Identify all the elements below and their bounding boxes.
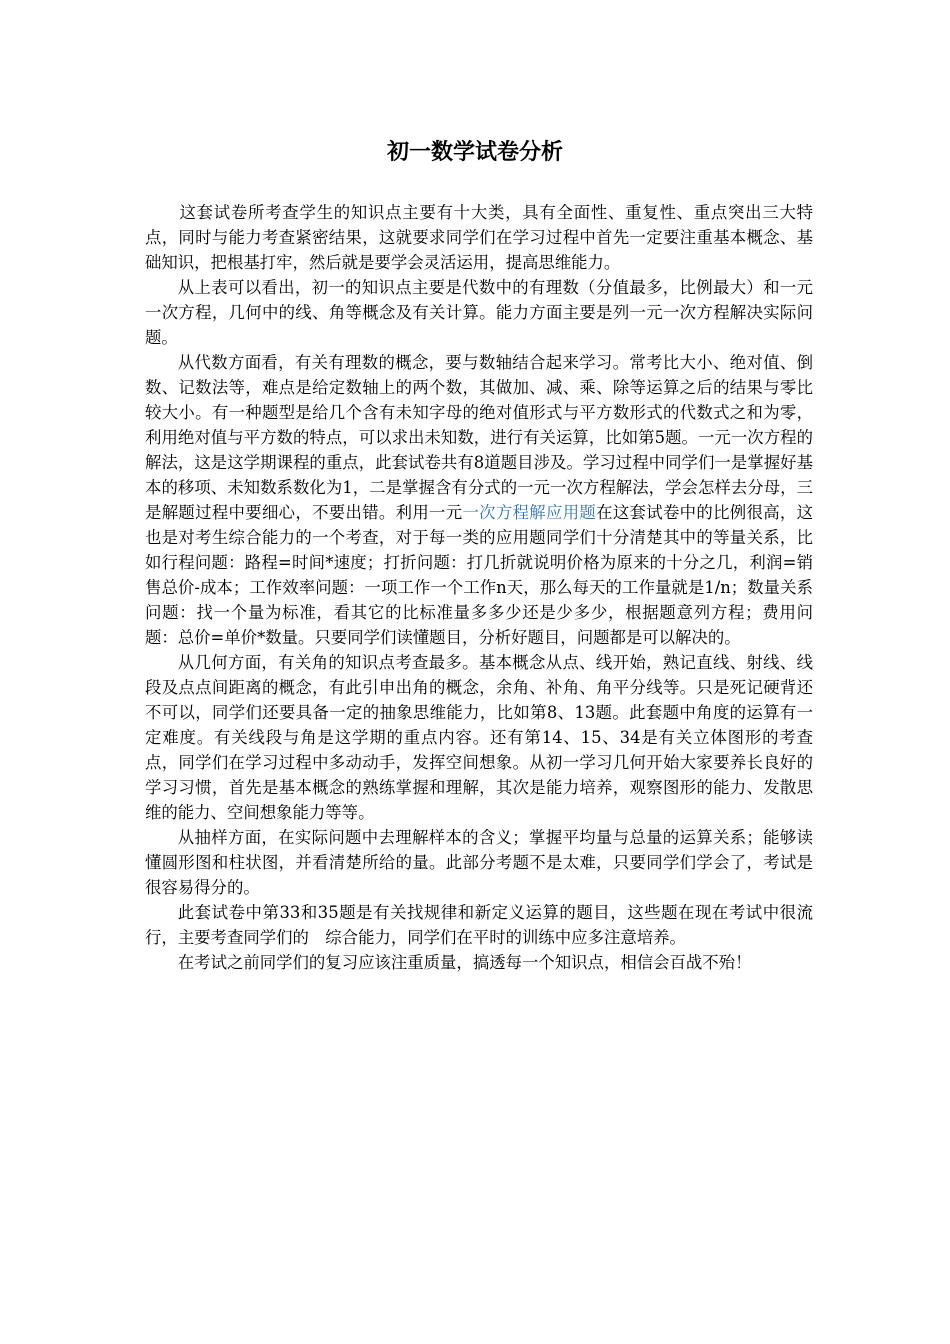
paragraph-sampling: 从抽样方面，在实际问题中去理解样本的含义；掌握平均量与总量的运算关系；能够读懂圆形图和柱状图，并看清楚所给的量。此部分考题不是太难，只要同学们学会了，考试是很容易得分的。 <box>145 828 813 897</box>
paragraph-intro: 这套试卷所考查学生的知识点主要有十大类，具有全面性、重复性、重点突出三大特点，同时与能力考查紧密结果，这就要求同学们在学习过程中首先一定要注重基本概念、基础知识，把根基打牢，然后就是要学会灵活运用，提高思维能力。 <box>145 203 813 272</box>
paragraph-geometry: 从几何方面，有关角的知识点考查最多。基本概念从点、线开始，熟记直线、射线、线段及点点间距离的概念，有此引申出角的概念，余角、补角、角平分线等。只是死记硬背还不可以，同学们还要具备一定的抽象思维能力，比如第8、13题。此套题中角度的运算有一定难度。有关线段与角是这学期的重点内容。还有第14、15、34是有关立体图形的考查点，同学们在学习过程中多动动手，发挥空间想象。从初一学习几何开始大家要养长良好的学习习惯，首先是基本概念的熟练掌握和理解，其次是能力培养，观察图形的能力、发散思维的能力、空间想象能力等等。 <box>145 653 813 822</box>
paragraph-algebra-text-end: 在这套试卷中的比例很高，这也是对考生综合能力的一个考查，对于每一类的应用题同学们十分清楚其中的等量关系，比如行程问题：路程=时间*速度；打折问题：打几折就说明价格为原来的十分之几，利润=销售总价-成本；工作效率问题：一项工作一个工作n天，那么每天的工作量就是1/n；数量关系问题：找一个量为标准，看其它的比标准量多多少还是少多少，根据题意列方程；费用问题：总价=单价*数量。只要同学们读懂题目，分析好题目，问题都是可以解决的。 <box>145 503 814 647</box>
document-title: 初一数学试卷分析 <box>386 139 563 165</box>
document-body <box>145 200 813 975</box>
paragraph-algebra <box>145 350 813 650</box>
paragraph-overview: 从上表可以看出，初一的知识点主要是代数中的有理数（分值最多，比例最大）和一元一次方程，几何中的线、角等概念及有关计算。能力方面主要是列一元一次方程解决实际问题。 <box>145 278 813 347</box>
paragraph-algebra-text-start: 从代数方面看，有关有理数的概念，要与数轴结合起来学习。常考比大小、绝对值、倒数、记数法等，难点是给定数轴上的两个数，其做加、减、乘、除等运算之后的结果与零比较大小。有一种题型是给几个含有未知字母的绝对值形式与平方数形式的代数式之和为零，利用绝对值与平方数的特点，可以求出未知数，进行有关运算，比如第5题。一元一次方程的解法，这是这学期课程的重点，此套试卷共有8道题目涉及。学习过程中同学们一是掌握好基本的移项、未知数系数化为1，二是掌握含有分式的一元一次方程解法，学会怎样去分母，三是解题过程中要细心，不要出错。利用一元 <box>145 353 813 522</box>
paragraph-patterns: 此套试卷中第33和35题是有关找规律和新定义运算的题目，这些题在现在考试中很流行，主要考查同学们的 综合能力，同学们在平时的训练中应多注意培养。 <box>145 903 813 947</box>
equation-application-link[interactable]: 一次方程解应用题 <box>462 503 597 522</box>
paragraph-conclusion: 在考试之前同学们的复习应该注重质量，搞透每一个知识点，相信会百战不殆！ <box>177 953 752 972</box>
